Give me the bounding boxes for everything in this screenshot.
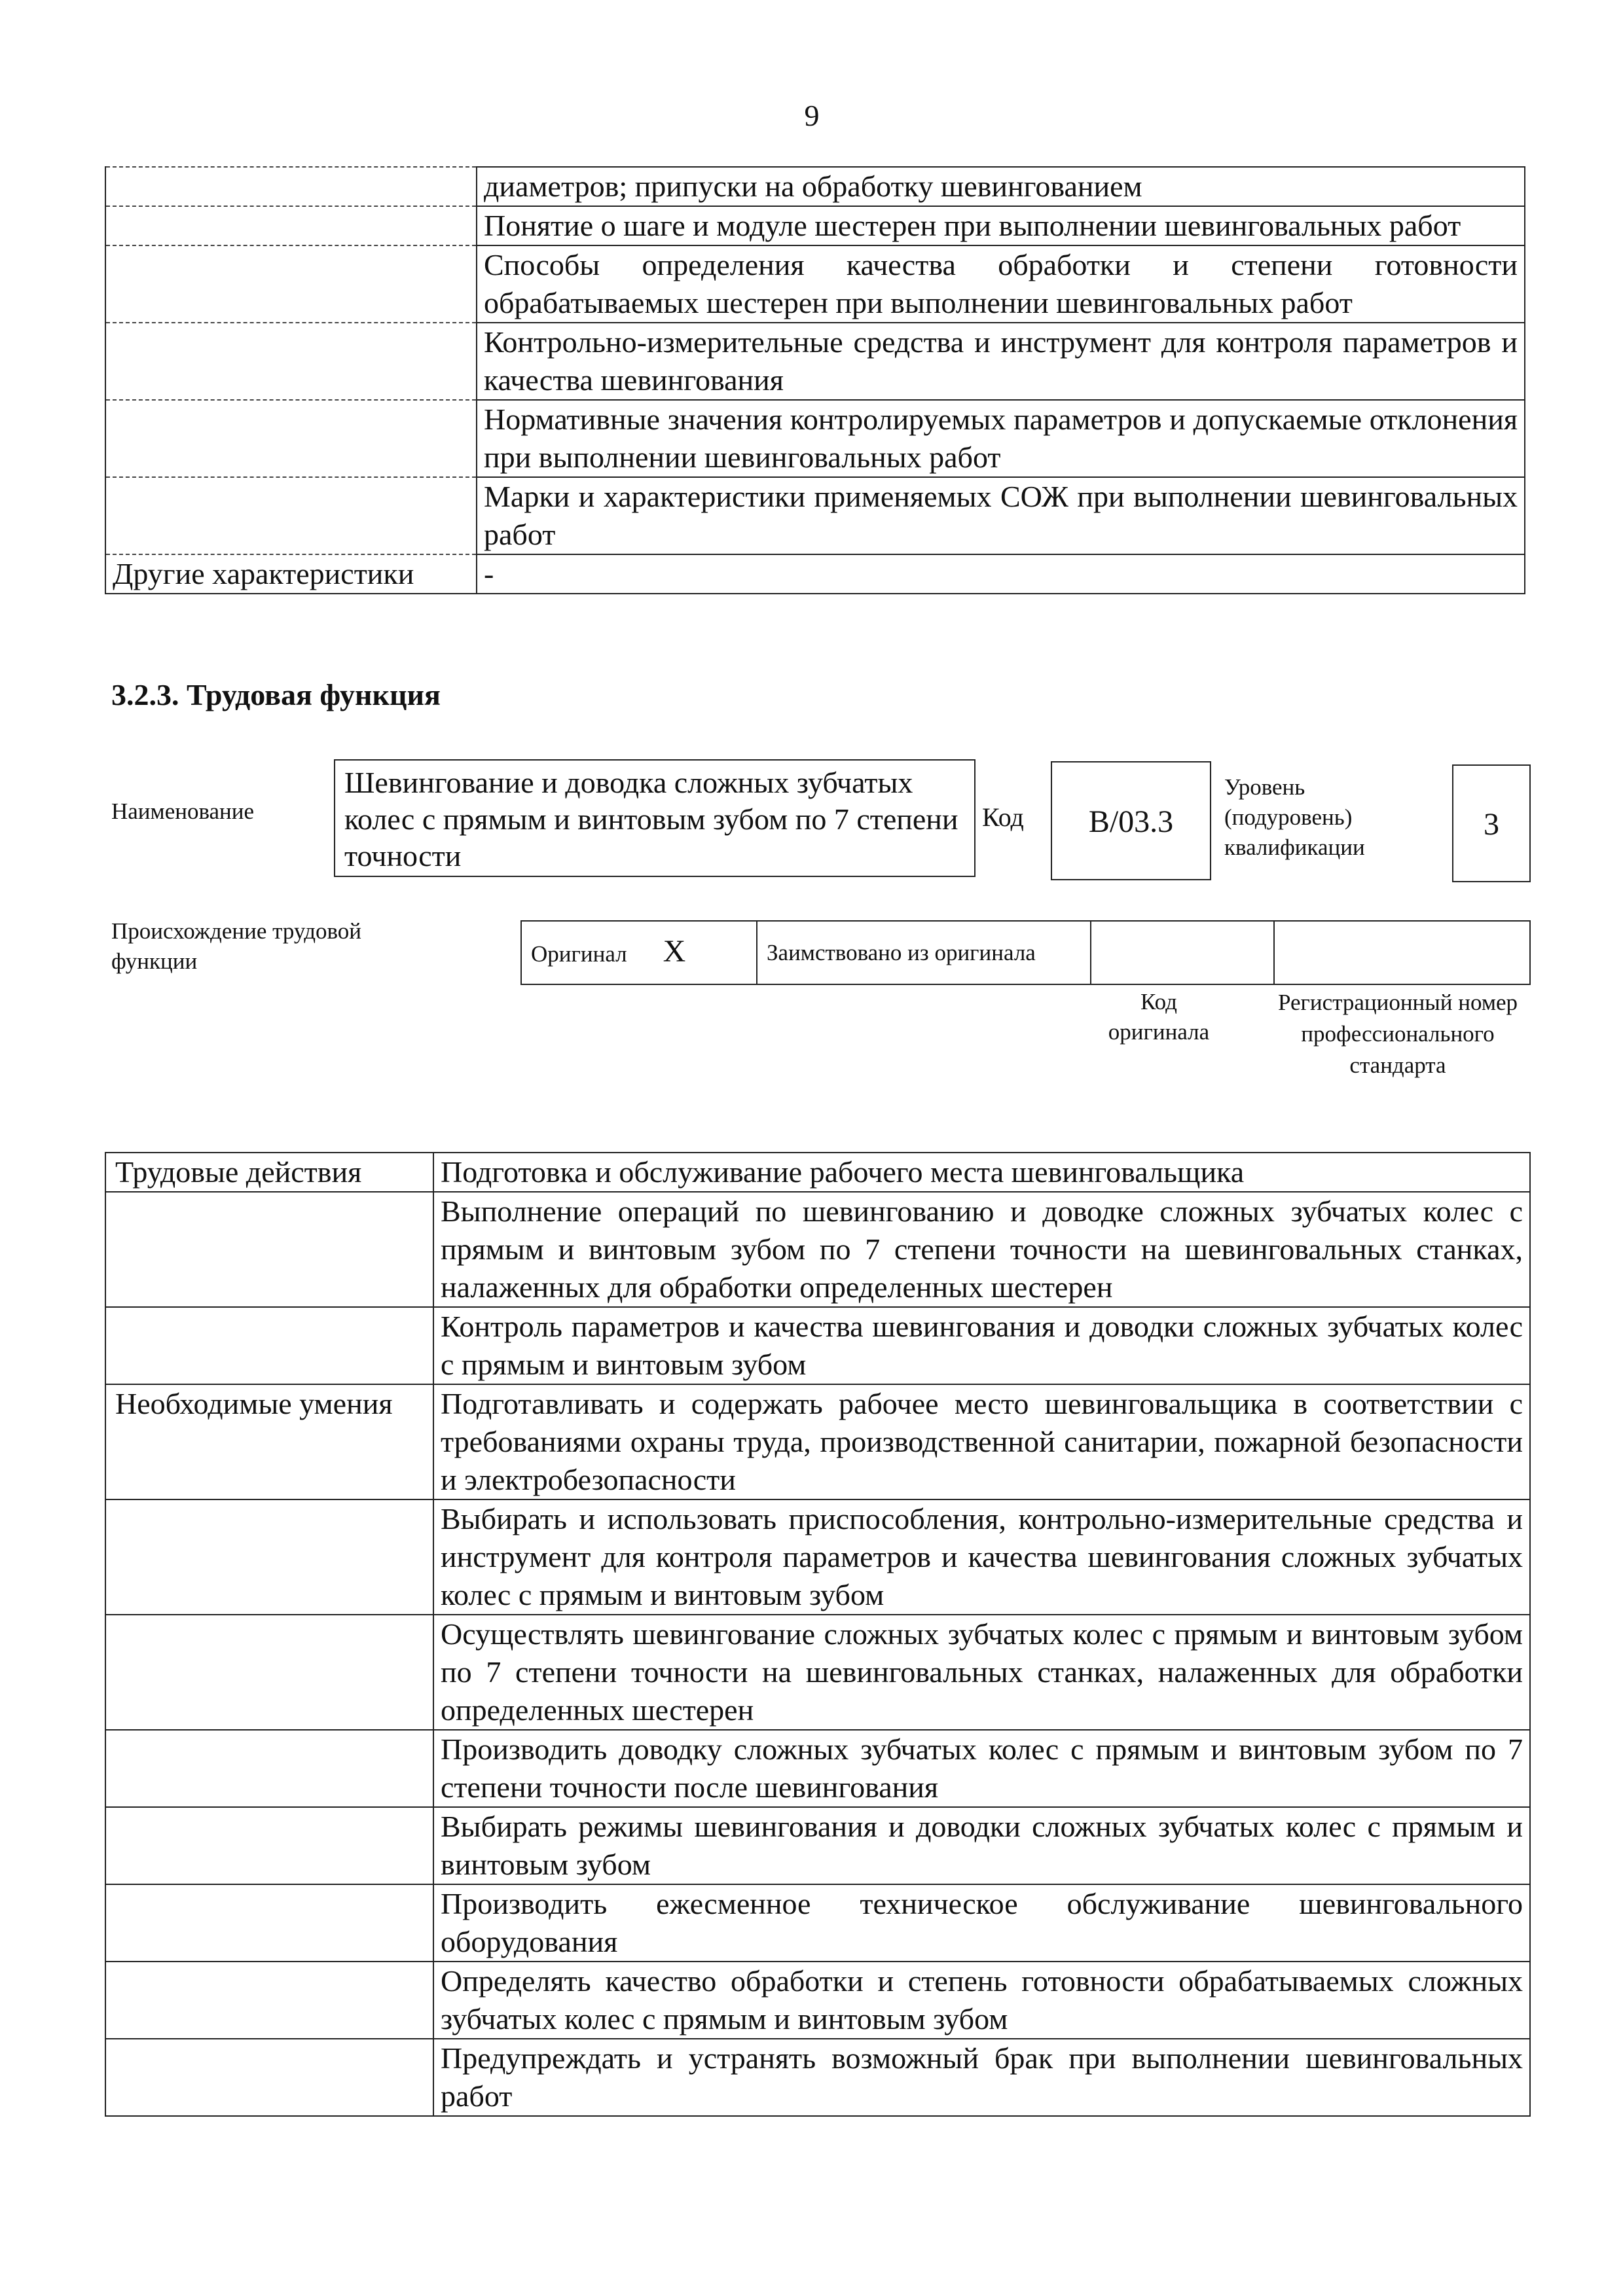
category-cell-blank	[105, 167, 477, 206]
section-heading: 3.2.3. Трудовая функция	[111, 678, 441, 711]
category-cell-blank	[105, 1962, 433, 2039]
category-cell-blank	[105, 245, 477, 323]
original-cell	[521, 921, 757, 984]
knowledge-item: Нормативные значения контролируемых параметров и допускаемые отклонения при выполнении шевинговальных работ	[477, 400, 1525, 477]
knowledge-item: Способы определения качества обработки и степени готовности обрабатываемых шестерен при выполнении шевинговальных работ	[477, 245, 1525, 323]
category-cell-blank	[105, 323, 477, 400]
category-cell-blank	[105, 1884, 433, 1962]
category-cell-blank	[105, 1499, 433, 1615]
skill-item: Предупреждать и устранять возможный брак при выполнении шевинговальных работ	[433, 2039, 1530, 2116]
category-cell-blank	[105, 1307, 433, 1384]
origin-table	[520, 920, 1531, 985]
skill-item: Осуществлять шевингование сложных зубчатых колес с прямым и винтовым зубом по 7 степени точности на шевинговальных станках, налаженных для обработки определенных шестерен	[433, 1615, 1530, 1730]
borrowed-label: Заимствовано из оригинала	[757, 921, 1091, 984]
registration-number-caption: Регистрационный номер профессионального стандарта	[1277, 990, 1518, 1078]
category-cell-blank	[105, 1730, 433, 1807]
code-label: Код	[982, 802, 1024, 832]
labor-action-item: Подготовка и обслуживание рабочего места шевинговальщика	[433, 1153, 1530, 1192]
registration-number-cell	[1274, 921, 1530, 984]
category-cell-blank	[105, 400, 477, 477]
required-skills-label: Необходимые умения	[105, 1384, 433, 1499]
skill-item: Производить доводку сложных зубчатых колес с прямым и винтовым зубом по 7 степени точности после шевингования	[433, 1730, 1530, 1807]
function-name-box: Шевингование и доводка сложных зубчатых колес с прямым и винтовым зубом по 7 степени точности	[334, 759, 976, 877]
category-cell-blank	[105, 1615, 433, 1730]
knowledge-item: Понятие о шаге и модуле шестерен при выполнении шевинговальных работ	[477, 206, 1525, 245]
knowledge-item: Марки и характеристики применяемых СОЖ при выполнении шевинговальных работ	[477, 477, 1525, 554]
origin-label: Происхождение трудовой функции	[111, 918, 362, 974]
qualification-level-label: Уровень (подуровень) квалификации	[1224, 774, 1365, 860]
qualification-level-box: 3	[1452, 764, 1531, 882]
labor-function-table	[105, 1152, 1531, 2117]
skill-item: Подготавливать и содержать рабочее место шевинговальщика в соответствии с требованиями охраны труда, производственной санитарии, пожарной безопасности и электробезопасности	[433, 1384, 1530, 1499]
labor-action-item: Контроль параметров и качества шевингования и доводки сложных зубчатых колес с прямым и винтовым зубом	[433, 1307, 1530, 1384]
skill-item: Выбирать и использовать приспособления, контрольно-измерительные средства и инструмент для контроля параметров и качества шевингования сложных зубчатых колес с прямым и винтовым зубом	[433, 1499, 1530, 1615]
category-cell-blank	[105, 206, 477, 245]
knowledge-continuation-table	[105, 166, 1525, 594]
original-label: Оригинал	[531, 941, 627, 967]
skill-item: Выбирать режимы шевингования и доводки сложных зубчатых колес с прямым и винтовым зубом	[433, 1807, 1530, 1884]
knowledge-item: Контрольно-измерительные средства и инструмент для контроля параметров и качества шевингования	[477, 323, 1525, 400]
category-cell-blank	[105, 477, 477, 554]
knowledge-item: диаметров; припуски на обработку шевингованием	[477, 167, 1525, 206]
labor-actions-label: Трудовые действия	[105, 1153, 433, 1192]
skill-item: Производить ежесменное техническое обслуживание шевинговального оборудования	[433, 1884, 1530, 1962]
original-mark: Х	[663, 933, 686, 969]
other-characteristics-value: -	[477, 554, 1525, 594]
function-code-box: В/03.3	[1051, 761, 1211, 880]
labor-action-item: Выполнение операций по шевингованию и доводке сложных зубчатых колес с прямым и винтовым зубом по 7 степени точности на шевинговальных станках, налаженных для обработки определенных шестерен	[433, 1192, 1530, 1307]
other-characteristics-label: Другие характеристики	[105, 554, 477, 594]
category-cell-blank	[105, 1192, 433, 1307]
category-cell-blank	[105, 1807, 433, 1884]
original-code-cell	[1091, 921, 1274, 984]
name-label: Наименование	[111, 798, 255, 824]
page-number: 9	[804, 99, 820, 132]
skill-item: Определять качество обработки и степень готовности обрабатываемых сложных зубчатых колес с прямым и винтовым зубом	[433, 1962, 1530, 2039]
original-code-caption: Код оригинала	[1108, 989, 1210, 1045]
category-cell-blank	[105, 2039, 433, 2116]
